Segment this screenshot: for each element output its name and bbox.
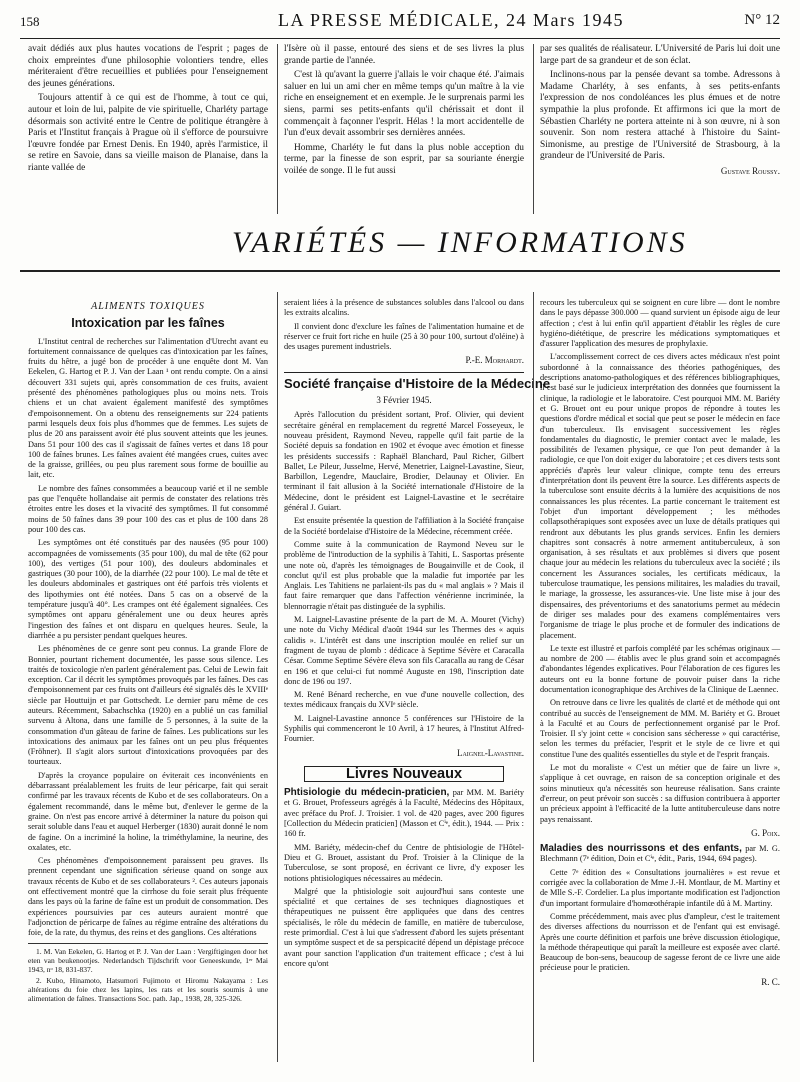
paragraph: Le nombre des faînes consommées a beaucoup varié et il ne semble pas que l'enquête hollandaise ait permis de constater des relations très étroites entre les doses et la vivacité des symptômes. Il fut consommé moins de 50 faînes dans 39 pour 100 des cas et plus de 100 dans 28 pour 100 des cas. (28, 483, 268, 534)
paragraph: MM. Bariéty, médecin-chef du Centre de phtisiologie de l'Hôtel-Dieu et G. Brouet, assistant du Prof. Troisier à la Clinique de la Tuberculose, se sont proposé, en écrivant ce livre, d'y exposer les notions phtisiologiques nécessaires au médecin. (284, 842, 524, 883)
signature: Laignel-Lavastine. (456, 747, 524, 758)
book-title: Maladies des nourrissons et des enfants, (540, 843, 742, 855)
books-section-title: Livres Nouveaux (304, 766, 504, 782)
section-rule (284, 372, 524, 373)
paragraph: On retrouve dans ce livre les qualités de clarté et de méthode qui ont contribué au succès de l'enseignement de MM. M. Bariéty et G. Brouet à la Faculté et au Cours de perfectionnement organisé par le Prof. Troisier. Il s'y joint cette « concision sans sécheresse » qui caractérise, selon les termes du préfacier, l'esprit et le style de ce livre et qui constitue l'une des qualités essentielles du style et de l'esprit français. (540, 698, 780, 759)
right-column (540, 298, 780, 987)
paragraph: Est ensuite présentée la question de l'affiliation à la Société française de la Société bordelaise d'Histoire de la Médecine, récemment créée. (284, 516, 524, 536)
column-divider (533, 44, 534, 214)
signature: R. C. (761, 976, 780, 987)
article-title: Intoxication par les faînes (71, 316, 225, 331)
paragraph: M. Laignel-Lavastine annonce 5 conférences sur l'Histoire de la Syphilis qui commenceront le 10 Avril, à 17 heures, à l'Institut Alfred-Fournier. (284, 713, 524, 744)
paragraph: M. René Bénard recherche, en vue d'une nouvelle collection, des textes médicaux français du XVIᵉ siècle. (284, 690, 524, 710)
paragraph: par ses qualités de réalisateur. L'Université de Paris lui doit une large part de sa grandeur et de son éclat. (540, 44, 780, 66)
paragraph: L'Institut central de recherches sur l'alimentation d'Utrecht avant eu fortuitement connaissance de quelques cas d'intoxication par les faînes, fruits du hêtre, a jugé bon de procéder à une enquête dont M. Van Eekelen, G. Hartog et P. J. Van der Laan ¹ ont rendu compte. On a ainsi découvert 331 sujets qui, après consommation de ces fruits, avaient présenté des phénomènes pathologiques plus ou moins nets. Trois chiens et un chat avaient également manifesté des symptômes d'empoisonnement. On a obtenu des renseignements sur 224 patients parmi lesquels deux fois plus d'hommes que de femmes. Les sujets de plus de 20 ans paraissent avoir été plus souvent atteints que les jeunes. Dans 51 pour 100 des cas il s'agissait de faînes vertes et dans 18 pour 100 de faînes brunes. Les faînes avaient été mangées crues, cuites avec de la graisse, grillées, ou peu plus rarement sous forme de bouillie au lait, etc. (28, 336, 268, 480)
banner-rule (20, 270, 780, 272)
section-kicker: ALIMENTS TOXIQUES (91, 301, 205, 312)
paragraph: L'accomplissement correct de ces divers actes médicaux n'est point subordonné à la connaissance des théories pathogéniques, des descriptions anatomo-pathologiques et des références bibliographiques, il est basé sur le judicieux interprétation des données que fournissent la clinique, la radiologie et le laboratoire. C'est pourquoi MM. M. Bariéty et G. Brouet ont eu pour unique propos de répondre à toutes les questions d'ordre médical et social que peut se poser le médecin en face d'un tuberculeux. Ils envisagent successivement les règles fondamentales du diagnostic, le premier contact avec le malade, les possibilités de l'examen physique, ce que l'on peut demander à la radiologie, ce que l'on doit exiger du laboratoire ; et ces divers tests sont appréciés d'après leur valeur clinique, compte tenu des erreurs d'interprétation dont ils peuvent être la source. Les différents aspects de la tuberculose sont ensuite décrits à la lumière des acquisitions de nos connaissances les plus récentes. La partie concernant le traitement est l'objet d'un important développement ; les méthodes collapsothérapiques sont exposées avec un luxe de détails pratiques qui rendront aux débutants les plus grands services. Enfin les derniers chapitres sont consacrés à notre armement antituberculeux, à son organisation, à ses résultats et aux problèmes si divers que posent chaque jour au médecin les relations du tuberculeux avec la société ; ils concernent les Assurances sociales, les certificats médicaux, la tuberculose traumatique, les pensions militaires, les maladies du travail, le mariage, la grossesse, les assurances-vie. Une liste mise à jour des dispensaires, des préventoriums et des sanatoriums permet au médecin de diriger ses malades pour des examens complémentaires vers l'organisme de triage le plus proche et de formuler des indications de placement. (540, 352, 780, 640)
header-rule (20, 38, 780, 39)
paragraph: l'Isère où il passe, entouré des siens et de ses livres la plus grande partie de l'année. (284, 44, 524, 66)
signature: P.-E. Morhardt. (465, 355, 524, 366)
issue-number: N° 12 (744, 12, 780, 28)
signature: Gustave Roussy. (720, 165, 780, 176)
paragraph: D'après la croyance populaire on éviterait ces inconvénients en débarrassant préalablement les fruits de leur péricarpe, fait qui serait confirmé par les travaux récents de Kubo et de ses collaborateurs. On a également recommandé, dans le même but, d'enlever le germe de la graine. On n'est pas encore arrivé à déterminer la nature du poison qui serait soluble dans l'eau et auquel Herberger (1830) aurait donné le nom de fagine. On a incriminé la holine, la triméthylamine, la neurine, des oxalates, etc. (28, 770, 268, 852)
paragraph: Le texte est illustré et parfois complété par les schémas originaux — au nombre de 200 — établis avec le plus grand soin et accompagnés d'abondantes légendes explicatives. Pour l'élaboration de ces figures les auteurs ont eu la bonne fortune de pouvoir puiser dans la riche documentation iconographique des Archives de la Clinique de Laennec. (540, 643, 780, 694)
section-banner: VARIÉTÉS — INFORMATIONS (232, 226, 688, 259)
paragraph: M. Laignel-Lavastine présente de la part de M. A. Mouret (Vichy) une note du Vichy Médical d'août 1944 sur les Thermes des « aquis calidis ». L'intérêt est dans une inscription moulée en relief sur un fragment de tuyau de plomb : dédicace à Septime Sévère et Caracalla César. Comme Septime Sévère éleva son fils Caracalla au rang de César en 196 et que celui-ci fut nommé Auguste en 198, l'inscription date donc de 196 ou 197. (284, 615, 524, 686)
paragraph: avait dédiés aux plus hautes vocations de l'esprit ; pages de choix empreintes d'une philosophie volontiers tendre, elles mériteraient d'être recueillies et publiées pour l'enseignement des jeunes générations. (28, 44, 268, 89)
paragraph: Inclinons-nous par la pensée devant sa tombe. Adressons à Madame Charléty, à ses enfants, à ses petits-enfants l'expression de nos condoléances les plus émues et de notre sympathie la plus profonde. Et affirmons ici que la mort de Sébastien Charléty ne portera atteinte ni à son œuvre, ni à son souvenir. Son nom restera attaché à l'histoire du Saint-Simonisme, au prestige de l'Université de Strasbourg, à la grandeur de l'Université de Paris. (540, 70, 780, 162)
paragraph: Les symptômes ont été constitués par des nausées (95 pour 100) accompagnées de vomissements (35 pour 100), du mal de tête (62 pour 100), des vertiges (51 pour 100), des douleurs abdominales et gastriques (30 pour 100), de la diarrhée (22 pour 100). Le mal de tête et les douleurs abdominales et gastriques ont été parfois très violents et des lipothymies ont été notées. Dans 5 cas on a observé de la température jusqu'à 40°. Les crampes ont été également signalées. Ces symptômes ont apparu généralement une ou deux heures après l'ingestion des faînes et ont disparu en quelques heures. Seule, la diarrhée a pu persister pendant quelques heures. (28, 538, 268, 640)
book-reference: par M. G. Blechmann (7ᵉ édition, Doin et Cⁱᵉ, édit., Paris, 1944, 694 pages). (540, 844, 780, 864)
footnote: 1. M. Van Eekelen, G. Hartog et P. J. Van der Laan : Vergiftigingen door het eten van beukenootjes. Nederlandsch Tijdschrift voor Geneeskunde, 1ᵉʳ Mai 1943, nᵒ 18, 831-837. (28, 946, 268, 974)
middle-column (284, 298, 551, 972)
paragraph: Le mot du moraliste « C'est un métier que de faire un livre », s'applique à cet ouvrage, en raison de sa conception originale et des soins minutieux qu'a nécessités son heureuse réalisation. Sans crainte d'erreur, on peut prévoir son succès : sa diffusion contribuera à apporter un précieux appoint à l'efficacité de la lutte antituberculeuse dans notre pays renaissant. (540, 763, 780, 824)
paragraph: seraient liées à la présence de substances solubles dans l'alcool ou dans les extraits alcalins. (284, 298, 524, 318)
signature: G. Poix. (751, 827, 780, 838)
paragraph: Comme suite à la communication de Raymond Neveu sur le problème de l'introduction de la syphilis à Tahiti, L. Sasportas présente une note où, d'après les témoignages de Bougainville et de Cook, il conclut qu'il est plus probable que la maladie fut importée par les Anglais. Les Tahitiens ne parlaient-ils pas du « mal anglais » ? Mais il faut faire remarquer que dans l'affection vénérienne incriminée, la blennorragie n'était pas distinguée de la syphilis. (284, 539, 524, 611)
column-divider (277, 292, 278, 1062)
paragraph: Il convient donc d'exclure les faînes de l'alimentation humaine et de réserver ce fruit fort riche en huile (25 à 30 pour 100, surtout d'oléine) à des usages purement industriels. (284, 321, 524, 352)
paragraph: Les phénomènes de ce genre sont peu connus. La grande Flore de Bonnier, pourtant richement documentée, les passe sous silence. Les traités de toxicologie n'en parlent généralement pas. Celui de Lewin fait exception. Car il décrit les symptômes provoqués par les faînes. Des cas d'empoisonnement par ces fruits ont d'ailleurs été signalés dès le XVIIIᵉ siècle par Houttuijn et par Gottschedt. Le dernier paru même de ces auteurs. Récemment, Sabachschka (1920) en a publié un cas familial survenu à Altona, dans une famille de 5 personnes, à la suite de la consommation d'un gâteau de farine de faînes. Les publications sur les intoxications des animaux par les faînes ont un peu plus fréquentes (Fröhner). Il s'agit alors surtout d'intoxications provoquées par des tourteaux. (28, 644, 268, 767)
meeting-date: 3 Février 1945. (376, 395, 432, 406)
paragraph: Ces phénomènes d'empoisonnement paraissent peu graves. Ils prennent cependant une signification sérieuse quand on songe aux travaux récents de Kubo et de ses collaborateurs ². Ces auteurs japonais ont effectivement montré que la cirrhose du foie serait plus fréquente dans les pays où la farine de faîne est un produit de consommation. Des expériences poursuivies par ces auteurs auraient montré que l'adjonction de péricarpe de faînes au régime entraîne des altérations du foie, de la rate, du thymus, des reins et des ganglions. Ces altérations (28, 856, 268, 938)
page-header (20, 10, 780, 34)
society-title: Société française d'Histoire de la Médecine (284, 375, 551, 391)
book-title: Phtisiologie du médecin-praticien, (284, 787, 450, 799)
paragraph: Toujours attentif à ce qui est de l'homme, à tout ce qui, autour et loin de lui, palpite de vie spirituelle, Charléty partage désormais son activité entre le Centre de politique étrangère à Paris et l'Institut français à Prague où il s'efforce de poursuivre l'œuvre fondée par Ernest Denis. En 1940, après l'armistice, il se retire en Savoie, dans sa vieille maison de Planaise, dans la riante vallée de (28, 93, 268, 173)
book-reference: par MM. M. Bariéty et G. Brouet, Professeurs agrégés à la Faculté, Médecins des Hôpitaux, avec préface du Prof. J. Troisier. 1 vol. de 420 pages, avec 200 figures [Collection du Médecin praticien] (Masson et Cⁱᵉ, édit.), 1944. — Prix : 160 fr. (284, 788, 524, 839)
top-column-3 (540, 44, 780, 178)
page-number: 158 (20, 14, 40, 29)
footnotes (28, 943, 268, 1003)
column-divider (533, 292, 534, 1062)
paragraph: Après l'allocution du président sortant, Prof. Olivier, qui devient secrétaire général en remplacement du regretté Marcel Fosseyeux, le nouveau président, Raymond Neveu, rappelle qu'il fait partie de la Société depuis sa fondation en 1902 et évoque avec émotion et finesse les présidents successifs : Raphaël Blanchard, Paul Richer, Gilbert Ballet, Le Pileur, Jusselme, Hervé, Menetrier, Laignel-Lavastine, Sieur, Barbillon, Legendre, Mauclaire, Brodier, Delaunay et Olivier. En terminant il fait allusion à la Société internationale d'Histoire de la Médecine, dont le président est Laignel-Lavastine et le secrétaire général J. Guiart. (284, 410, 524, 513)
paragraph: Malgré que la phtisiologie soit aujourd'hui sans conteste une spécialité et que certaines de ses techniques diagnostiques et thérapeutiques ne puissent être appliquées que dans des centres spécialisés, le rôle du médecin de famille, en matière de tuberculose, reste primordial. C'est à lui que s'adressent d'abord les sujets présentant un symptôme suspect et de sa perspicacité dépend un dépistage précoce avant pour sanction l'application d'un traitement efficace ; c'est à lui encore qu'ont (284, 886, 524, 968)
column-divider (277, 44, 278, 214)
footnote: 2. Kubo, Hinamoto, Hatsumori Fujimoto et Hiromu Nakayama : Les altérations du foie chez les lapins, les rats et les souris soumis à une alimentation de faînes. Transactions Soc. path. Jap., 1938, 28, 325-326. (28, 975, 268, 1003)
journal-title: LA PRESSE MÉDICALE, 24 Mars 1945 (278, 10, 625, 30)
top-column-2 (284, 44, 524, 181)
paragraph: recours les tuberculeux qui se soignent en cure libre — dont le nombre dans le pays dépasse 300.000 — quand survient un épisode aigu de leur affection ; c'est à lui enfin qu'il appartient d'établir les règles de cure hygiéno-diététique, de prescrire les médications symptomatiques et d'assurer l'application des mesures de prophylaxie. (540, 298, 780, 349)
top-column-1 (28, 44, 268, 178)
paragraph: Cette 7ᵉ édition des « Consultations journalières » est revue et corrigée avec la collaboration de Mme J.-H. Montlaur, de M. Martiny et de Mlle S.-F. Cordelier. La plus importante modification est l'adjonction d'un important formulaire d'homœothérapie infantile dû à M. Martiny. (540, 867, 780, 908)
paragraph: C'est là qu'avant la guerre j'allais le voir chaque été. J'aimais saluer en lui un ami cher en même temps qu'un maître à la vie riche en enseignement et en exemple. Je le surprenais parmi les siens, parmi ses petits-enfants qu'il chérissait et dont il commençait à façonner l'esprit. Hélas ! la mort accidentelle de l'un d'eux devait assombrir ses dernières années. (284, 70, 524, 139)
left-column (28, 298, 268, 1005)
paragraph: Comme précédemment, mais avec plus d'ampleur, c'est le traitement des diverses affections du nourrisson et de l'enfant qui est envisagé. Après une courte définition et parfois une brève discussion étiologique, la méthode thérapeutique qui paraît la meilleure est exposée avec clarté. Beaucoup de bon-sens, beaucoup de sagesse feront de ce livre une aide précieuse pour le praticien. (540, 911, 780, 973)
paragraph: Homme, Charléty le fut dans la plus noble acception du terme, par la finesse de son esprit, par sa souriante énergie voilée de songe. Il le fut aussi (284, 142, 524, 176)
